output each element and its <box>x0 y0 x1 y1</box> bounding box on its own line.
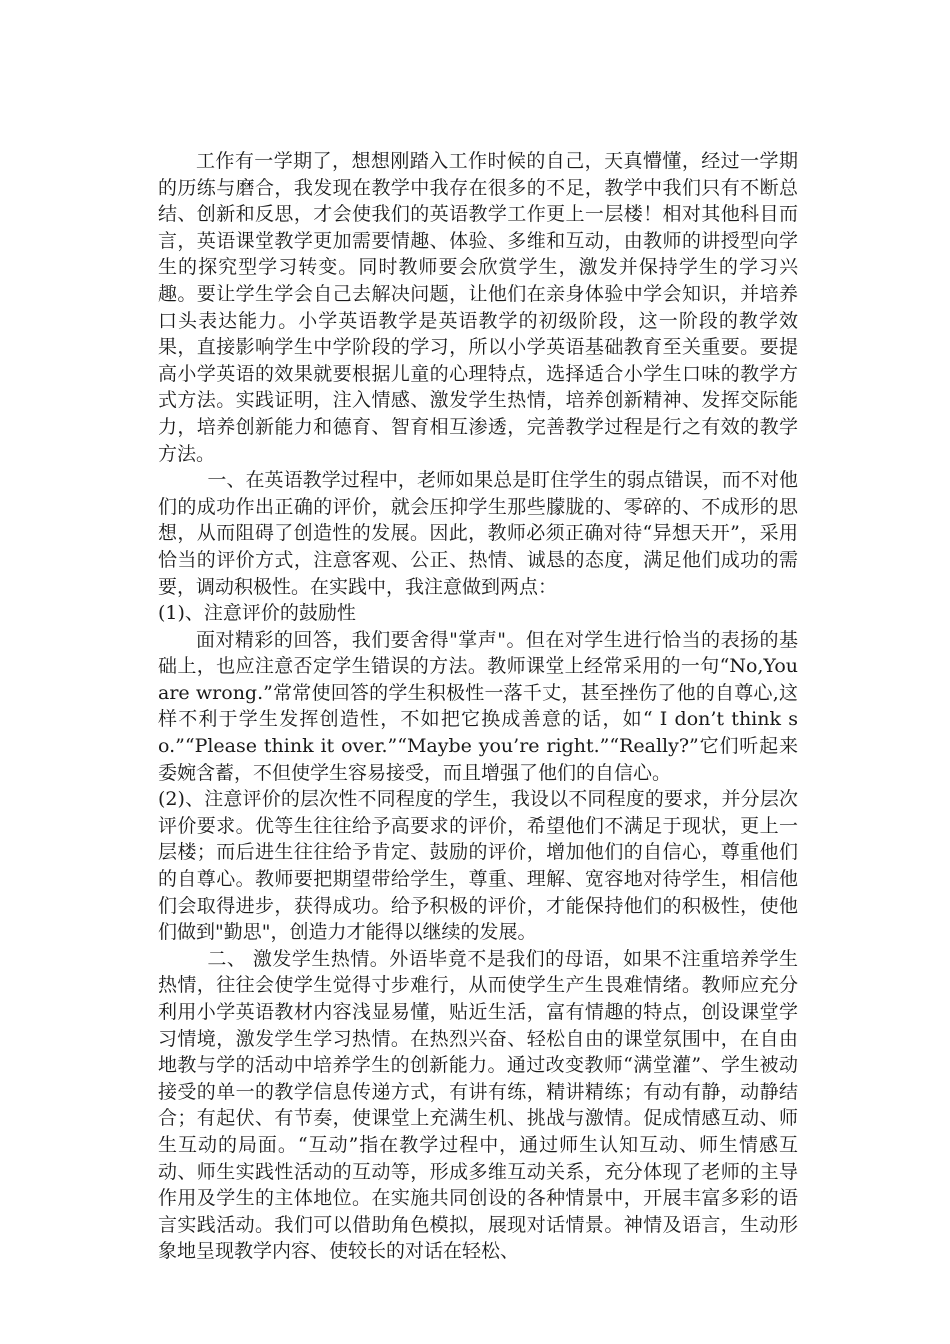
item-1-paragraph: 面对精彩的回答，我们要舍得"掌声"。但在对学生进行恰当的表扬的基础上，也应注意否定学生错误的方法。教师课堂上经常采用的一句“No,You are wrong.”常常使回答的学生积极性一落千丈，甚至挫伤了他的自尊心,这样不利于学生发挥创造性，不如把它换成善意的话，如“ I don’t think so.”“Please think it over.”“Maybe you’re right.”“Really?”它们听起来委婉含蓄，不但使学生容易接受，而且增强了他们的自信心。 <box>158 628 798 784</box>
section-2-paragraph: 二、 激发学生热情。外语毕竟不是我们的母语，如果不注重培养学生热情，往往会使学生觉得寸步难行，从而使学生产生畏难情绪。教师应充分利用小学英语教材内容浅显易懂，贴近生活，富有情趣的特点，创设课堂学习情境，激发学生学习热情。在热烈兴奋、轻松自由的课堂氛围中，在自由地教与学的活动中培养学生的创新能力。通过改变教师“满堂灌”、学生被动接受的单一的教学信息传递方式，有讲有练，精讲精练；有动有静，动静结合；有起伏、有节奏，使课堂上充满生机、挑战与激情。促成情感互动、师生互动的局面。“互动”指在教学过程中，通过师生认知互动、师生情感互动、师生实践性活动的互动等，形成多维互动关系，充分体现了老师的主导作用及学生的主体地位。在实施共同创设的各种情景中，开展丰富多彩的语言实践活动。我们可以借助角色模拟，展现对话情景。神情及语言，生动形象地呈现教学内容、使较长的对话在轻松、 <box>158 947 798 1263</box>
intro-paragraph: 工作有一学期了，想想刚踏入工作时候的自己，天真懵懂，经过一学期的历练与磨合，我发现在教学中我存在很多的不足，教学中我们只有不断总结、创新和反思，才会使我们的英语教学工作更上一层楼！相对其他科目而言，英语课堂教学更加需要情趣、体验、多维和互动，由教师的讲授型向学生的探究型学习转变。同时教师要会欣赏学生，激发并保持学生的学习兴趣。要让学生学会自己去解决问题，让他们在亲身体验中学会知识，并培养口头表达能力。小学英语教学是英语教学的初级阶段，这一阶段的教学效果，直接影响学生中学阶段的学习，所以小学英语基础教育至关重要。要提高小学英语的效果就要根据儿童的心理特点，选择适合小学生口味的教学方式方法。实践证明，注入情感、激发学生热情，培养创新精神、发挥交际能力，培养创新能力和德育、智育相互渗透，完善教学过程是行之有效的教学方法。 <box>158 150 798 465</box>
item-2-paragraph: (2)、注意评价的层次性不同程度的学生，我设以不同程度的要求，并分层次评价要求。优等生往往给予高要求的评价，希望他们不满足于现状，更上一层楼；而后进生往往给予肯定、鼓励的评价，增加他们的自信心，尊重他们的自尊心。教师要把期望带给学生，尊重、理解、宽容地对待学生，相信他们会取得进步，获得成功。给予积极的评价，才能保持他们的积极性，使他们做到"勤思"，创造力才能得以继续的发展。 <box>158 788 798 944</box>
document-page <box>158 148 798 1265</box>
item-1-heading: (1)、注意评价的鼓励性 <box>158 602 356 625</box>
section-1-paragraph: 一、在英语教学过程中，老师如果总是盯住学生的弱点错误，而不对他们的成功作出正确的评价，就会压抑学生那些朦胧的、零碎的、不成形的思想，从而阻碍了创造性的发展。因此，教师必须正确对待“异想天开”，采用恰当的评价方式，注意客观、公正、热情、诚恳的态度，满足他们成功的需要，调动积极性。在实践中，我注意做到两点： <box>158 469 798 598</box>
